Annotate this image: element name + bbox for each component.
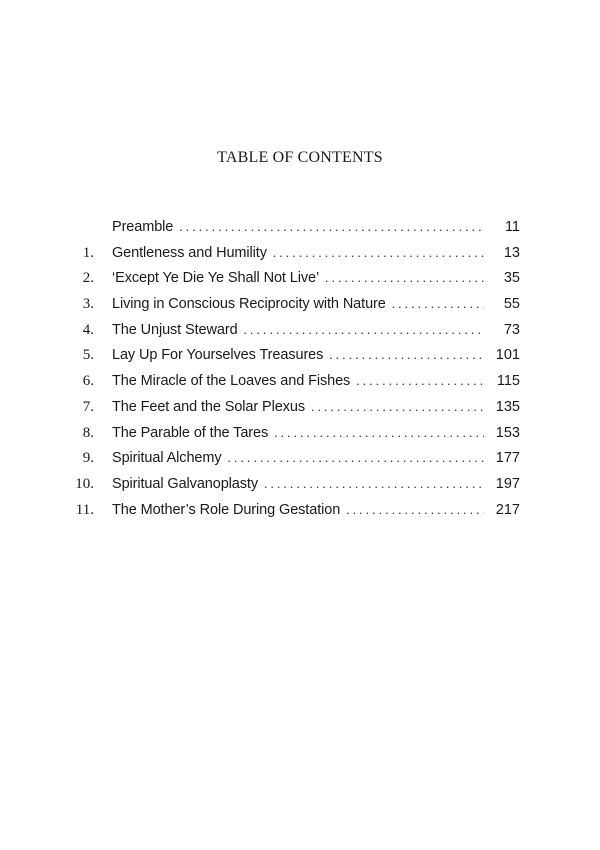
toc-entry-title: The Feet and the Solar Plexus — [112, 398, 305, 415]
toc-entry-number: 4. — [82, 321, 94, 338]
toc-entry-title: Lay Up For Yourselves Treasures — [112, 347, 324, 364]
toc-entry-page: 177 — [495, 450, 520, 467]
dot-leader — [273, 245, 484, 261]
toc-entry-number: 10. — [75, 475, 94, 492]
toc-entry-3 — [60, 296, 520, 322]
toc-entry-number: 5. — [82, 347, 94, 364]
toc-entry-page: 115 — [496, 373, 520, 390]
toc-entry-preamble — [60, 219, 520, 245]
toc-entry-8 — [60, 425, 520, 451]
toc-entry-page: 153 — [495, 424, 520, 441]
toc-entry-page: 73 — [503, 321, 520, 338]
toc-entry-page: 101 — [495, 347, 520, 364]
dot-leader — [228, 450, 484, 466]
toc-entry-title: Living in Conscious Reciprocity with Nature — [112, 296, 386, 313]
toc-entry-number: 8. — [82, 424, 94, 441]
dot-leader — [274, 425, 484, 441]
toc-entry-page: 11 — [504, 219, 520, 235]
toc-entry-page: 13 — [503, 244, 520, 261]
toc-entry-number: 6. — [82, 373, 94, 390]
toc-entry-2 — [60, 270, 520, 296]
toc-entry-page: 35 — [503, 270, 520, 287]
dot-leader — [346, 502, 484, 518]
toc-entry-title: The Miracle of the Loaves and Fishes — [112, 373, 351, 390]
toc-entry-1 — [60, 245, 520, 271]
toc-entry-5 — [60, 347, 520, 373]
toc-entry-title: Spiritual Alchemy — [112, 450, 222, 467]
toc-entry-title: ‘Except Ye Die Ye Shall Not Live’ — [112, 270, 320, 287]
page-title: TABLE OF CONTENTS — [217, 149, 383, 166]
toc-entry-number: 11. — [75, 501, 94, 518]
toc-entry-9 — [60, 450, 520, 476]
dot-leader — [392, 296, 484, 312]
toc-entry-page: 135 — [495, 398, 520, 415]
dot-leader — [311, 399, 484, 415]
toc-entry-number: 7. — [82, 398, 94, 415]
toc-entry-title: Gentleness and Humility — [112, 244, 267, 261]
dot-leader — [244, 322, 484, 338]
toc-entry-title: The Unjust Steward — [112, 321, 238, 338]
toc-entry-10 — [60, 476, 520, 502]
toc-entry-title: The Mother’s Role During Gestation — [112, 501, 341, 518]
toc-entry-4 — [60, 322, 520, 348]
toc-entry-6 — [60, 373, 520, 399]
toc-entry-number: 3. — [82, 296, 94, 313]
toc-entry-7 — [60, 399, 520, 425]
toc-entry-number: 1. — [82, 244, 94, 261]
toc-entry-title: The Parable of the Tares — [112, 424, 269, 441]
toc-entry-number: 2. — [82, 270, 94, 287]
toc-entry-page: 55 — [503, 296, 520, 313]
table-of-contents — [60, 219, 520, 527]
dot-leader — [325, 270, 484, 286]
toc-entry-title: Preamble — [112, 219, 174, 235]
toc-entry-11 — [60, 502, 520, 528]
dot-leader — [179, 219, 484, 235]
toc-entry-title: Spiritual Galvanoplasty — [112, 475, 258, 492]
dot-leader — [329, 347, 484, 363]
dot-leader — [356, 373, 484, 389]
dot-leader — [264, 476, 484, 492]
toc-entry-page: 217 — [495, 501, 520, 518]
toc-entry-page: 197 — [495, 475, 520, 492]
toc-entry-number: 9. — [82, 450, 94, 467]
